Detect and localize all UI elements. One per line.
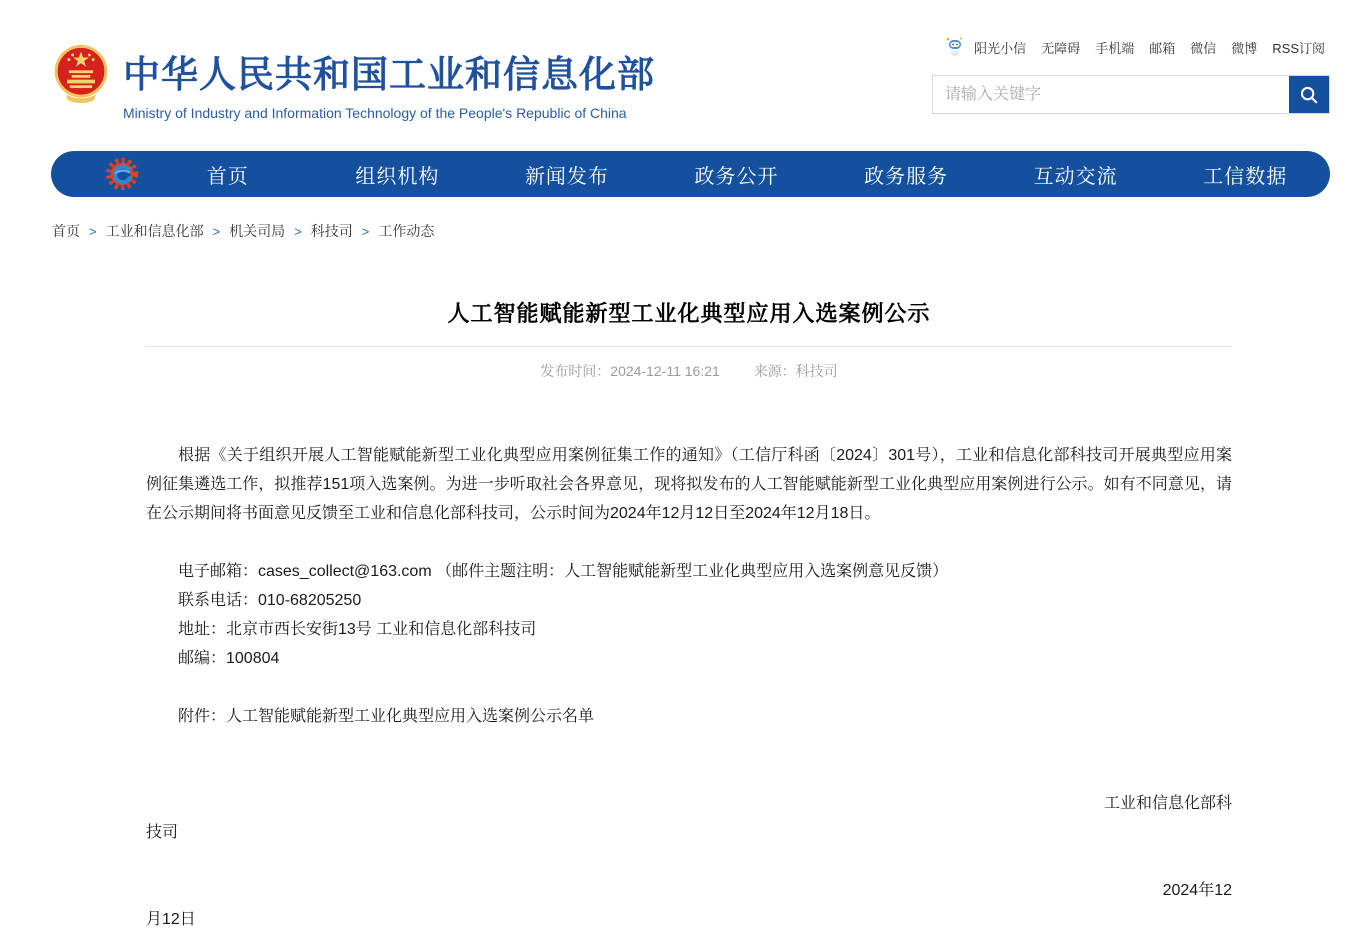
site-subtitle-en: Ministry of Industry and Information Technology of the People's Republic of China — [123, 105, 627, 121]
attachment-link[interactable]: 人工智能赋能新型工业化典型应用入选案例公示名单 — [226, 708, 595, 725]
national-emblem-icon — [53, 42, 109, 108]
title-divider — [146, 346, 1232, 347]
search-icon — [1298, 84, 1320, 106]
search-input[interactable] — [933, 76, 1289, 113]
article-source: 来源：科技司 — [753, 363, 838, 379]
article-title: 人工智能赋能新型工业化典型应用入选案例公示 — [447, 301, 931, 326]
contact-address-line: 地址：北京市西长安街13号 工业和信息化部科技司 — [178, 621, 537, 638]
publish-time: 发布时间：2024-12-11 16:21 — [540, 363, 720, 379]
signature-line-2: 技司 — [146, 824, 179, 841]
utility-link-sunshine[interactable]: 阳光小信 — [974, 40, 1027, 56]
article — [146, 252, 1232, 934]
breadcrumb-separator: > — [294, 223, 302, 239]
nav-item-miit-data[interactable]: 工信数据 — [1203, 165, 1288, 188]
breadcrumb — [52, 221, 434, 241]
breadcrumb-separator: > — [212, 223, 221, 239]
utility-link-weibo[interactable]: 微博 — [1231, 40, 1258, 56]
breadcrumb-miit[interactable]: 工业和信息化部 — [105, 223, 204, 239]
nav-item-organization[interactable]: 组织机构 — [355, 165, 440, 188]
signature-date-line-1: 2024年12 — [1162, 882, 1232, 899]
signature-line-1: 工业和信息化部科 — [1103, 795, 1232, 812]
utility-link-wechat[interactable]: 微信 — [1190, 40, 1217, 56]
utility-link-mail[interactable]: 邮箱 — [1149, 40, 1176, 56]
national-emblem-logo — [53, 42, 109, 108]
breadcrumb-separator: > — [361, 223, 370, 239]
contact-postcode-line: 邮编：100804 — [178, 650, 280, 667]
utility-link-accessibility[interactable]: 无障碍 — [1041, 40, 1081, 56]
miit-gear-logo-icon — [101, 155, 143, 193]
breadcrumb-home[interactable]: 首页 — [52, 223, 80, 239]
nav-item-news[interactable]: 新闻发布 — [524, 165, 609, 188]
attachment-line — [146, 702, 1232, 731]
utility-links — [945, 36, 1325, 58]
search-button[interactable] — [1289, 76, 1329, 113]
breadcrumb-work-updates[interactable]: 工作动态 — [378, 223, 435, 239]
contact-block — [146, 557, 1232, 673]
contact-email-line: 电子邮箱：cases_collect@163.com （邮件主题注明：人工智能赋能新型工业化典型应用入选案例意见反馈） — [178, 563, 949, 580]
signature-block — [146, 789, 1232, 934]
mascot-icon — [945, 36, 965, 58]
article-paragraph: 根据《关于组织开展人工智能赋能新型工业化典型应用案例征集工作的通知》（工信厅科函〔2024〕301号），工业和信息化部科技司开展典型应用案例征集遴选工作，拟推荐151项入选案例。为进一步听取社会各界意见，现将拟发布的人工智能赋能新型工业化典型应用案例进行公示。如有不同意见，请在公示期间将书面意见反馈至工业和信息化部科技司，公示时间为2024年12月12日至2024年12月18日。 — [146, 447, 1232, 522]
breadcrumb-departments[interactable]: 机关司局 — [229, 223, 286, 239]
breadcrumb-science-tech-dept[interactable]: 科技司 — [310, 223, 353, 239]
main-nav — [51, 151, 1330, 197]
site-header — [0, 0, 1372, 145]
site-title: 中华人民共和国工业和信息化部 — [123, 54, 655, 95]
signature-date-line-2: 月12日 — [146, 911, 196, 928]
site-titles — [123, 44, 655, 121]
article-meta — [146, 361, 1232, 381]
nav-item-home[interactable]: 首页 — [206, 165, 249, 188]
nav-item-interaction[interactable]: 互动交流 — [1033, 165, 1118, 188]
utility-link-rss[interactable]: RSS订阅 — [1272, 40, 1325, 56]
utility-link-mobile[interactable]: 手机端 — [1095, 40, 1135, 56]
attachment-label: 附件： — [178, 708, 227, 725]
nav-item-gov-disclosure[interactable]: 政务公开 — [694, 165, 779, 188]
contact-phone-line: 联系电话：010-68205250 — [178, 592, 362, 609]
breadcrumb-separator: > — [89, 223, 97, 239]
search-bar — [932, 75, 1330, 114]
article-body — [146, 441, 1232, 934]
nav-item-gov-services[interactable]: 政务服务 — [864, 165, 949, 188]
